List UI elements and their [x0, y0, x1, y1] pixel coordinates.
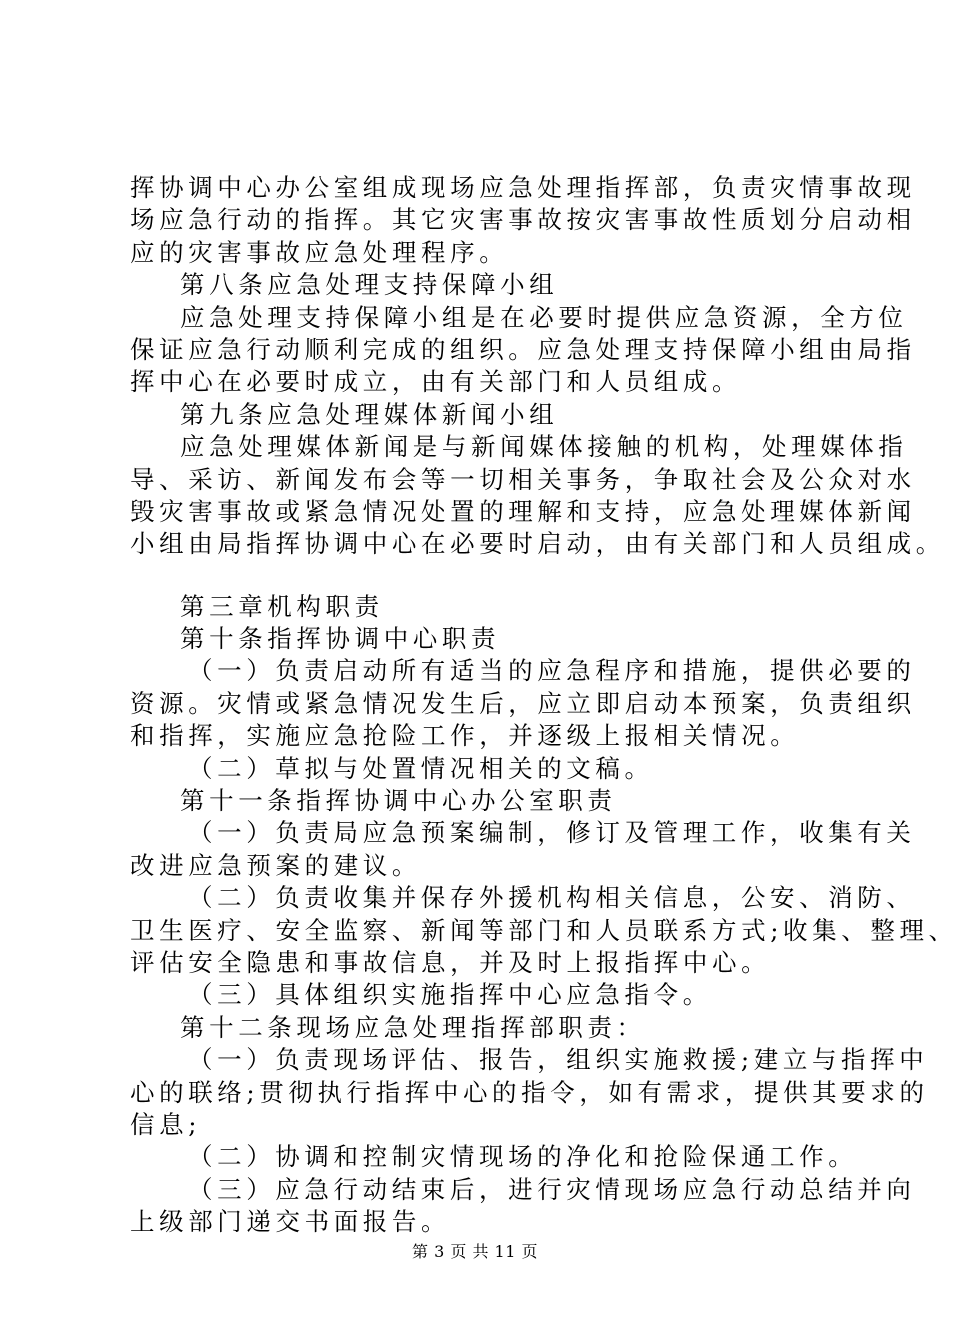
text-line: （二）协调和控制灾情现场的净化和抢险保通工作。	[188, 1142, 858, 1172]
text-line: （三）应急行动结束后，进行灾情现场应急行动总结并向	[188, 1174, 916, 1204]
page-footer: 第 3 页 共 11 页	[412, 1242, 538, 1261]
text-line: （一）负责现场评估、报告，组织实施救援;建立与指挥中	[188, 1045, 929, 1075]
text-line: 第三章机构职责	[180, 591, 384, 621]
text-line: 卫生医疗、安全监察、新闻等部门和人员联系方式;收集、整理、	[130, 915, 958, 945]
text-line: 小组由局指挥协调中心在必要时启动，由有关部门和人员组成。	[130, 529, 945, 559]
text-line: 挥协调中心办公室组成现场应急处理指挥部，负责灾情事故现	[130, 173, 916, 202]
paragraph-gap	[130, 561, 850, 591]
text-line: 应的灾害事故应急处理程序。	[130, 237, 509, 267]
text-line: 心的联络;贯彻执行指挥中心的指令，如有需求，提供其要求的	[130, 1077, 929, 1107]
text-line: 应急处理支持保障小组是在必要时提供应急资源，全方位	[180, 302, 908, 332]
text-line: 场应急行动的指挥。其它灾害事故按灾害事故性质划分启动相	[130, 205, 916, 235]
text-line: 应急处理媒体新闻是与新闻媒体接触的机构，处理媒体指	[180, 432, 908, 462]
text-line: 改进应急预案的建议。	[130, 850, 421, 880]
text-line: （一）负责局应急预案编制，修订及管理工作，收集有关	[188, 818, 916, 848]
text-line: 评估安全隐患和事故信息，并及时上报指挥中心。	[130, 947, 771, 977]
text-line: （二）草拟与处置情况相关的文稿。	[188, 753, 654, 783]
text-line: 挥中心在必要时成立，由有关部门和人员组成。	[130, 367, 742, 397]
text-line: （三）具体组织实施指挥中心应急指令。	[188, 980, 712, 1010]
text-line: 信息;	[130, 1109, 202, 1139]
text-line: 第十一条指挥协调中心办公室职责	[180, 786, 617, 816]
text-line: （一）负责启动所有适当的应急程序和措施，提供必要的	[188, 656, 916, 686]
document-body	[130, 172, 958, 1239]
text-line: 第九条应急处理媒体新闻小组	[180, 399, 559, 429]
text-line: 第十条指挥协调中心职责	[180, 624, 501, 654]
text-line: 资源。灾情或紧急情况发生后，应立即启动本预案，负责组织	[130, 688, 916, 718]
text-line: （二）负责收集并保存外援机构相关信息，公安、消防、	[188, 883, 916, 913]
text-line: 毁灾害事故或紧急情况处置的理解和支持，应急处理媒体新闻	[130, 496, 916, 526]
text-line: 和指挥，实施应急抢险工作，并逐级上报相关情况。	[130, 721, 800, 751]
text-line: 上级部门递交书面报告。	[130, 1207, 451, 1237]
text-line: 导、采访、新闻发布会等一切相关事务，争取社会及公众对水	[130, 464, 916, 494]
text-line: 第十二条现场应急处理指挥部职责：	[180, 1012, 646, 1042]
text-line: 第八条应急处理支持保障小组	[180, 270, 559, 300]
text-line: 保证应急行动顺利完成的组织。应急处理支持保障小组由局指	[130, 334, 916, 364]
